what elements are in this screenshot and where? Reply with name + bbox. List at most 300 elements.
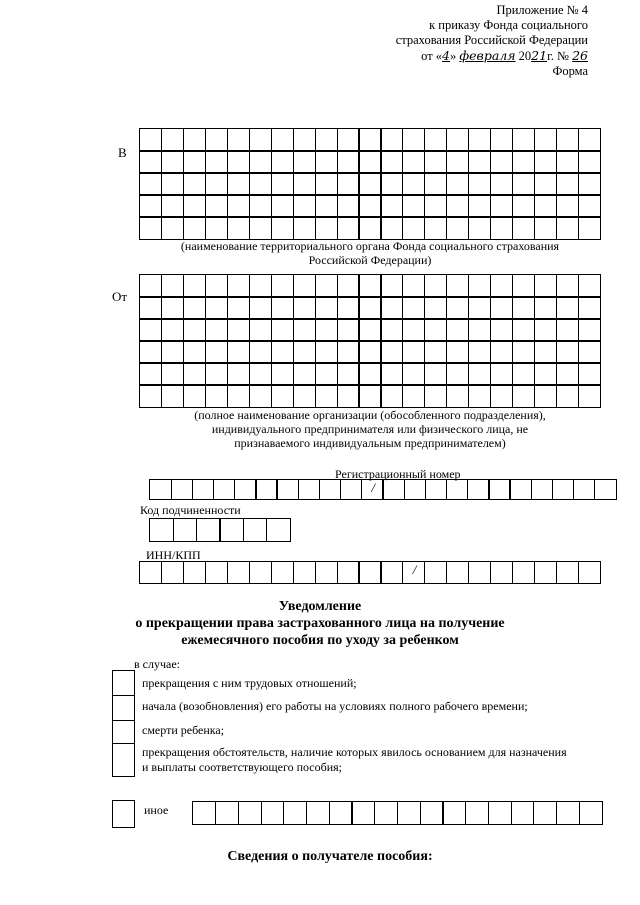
grid-cell[interactable] xyxy=(161,296,184,319)
grid-cell[interactable] xyxy=(271,150,294,173)
grid-cell[interactable] xyxy=(139,194,162,217)
grid-cell[interactable] xyxy=(578,561,601,583)
grid-cell[interactable] xyxy=(446,340,469,363)
grid-cell[interactable] xyxy=(402,128,425,151)
grid-cell[interactable] xyxy=(315,194,338,217)
grid-cell[interactable] xyxy=(579,801,603,824)
grid-cell[interactable] xyxy=(183,274,206,297)
grid-cell[interactable] xyxy=(261,801,285,824)
grid-cell[interactable] xyxy=(227,561,250,583)
grid-cell[interactable] xyxy=(424,362,447,385)
grid-cell[interactable] xyxy=(249,318,272,341)
grid-cell[interactable] xyxy=(402,150,425,173)
grid-cell[interactable] xyxy=(139,362,162,385)
grid-cell[interactable] xyxy=(402,384,425,407)
grid-cell[interactable] xyxy=(249,150,272,173)
grid-cell[interactable] xyxy=(578,384,601,407)
grid-cell[interactable] xyxy=(361,479,383,499)
grid-cell[interactable] xyxy=(512,274,535,297)
grid-cell[interactable] xyxy=(249,384,272,407)
grid-cell[interactable] xyxy=(374,801,398,824)
grid-cell[interactable] xyxy=(468,216,491,239)
grid-cell[interactable] xyxy=(173,518,198,541)
grid-cell[interactable] xyxy=(556,216,579,239)
grid-cell[interactable] xyxy=(293,150,316,173)
grid-cell[interactable] xyxy=(402,318,425,341)
grid-cell[interactable] xyxy=(446,216,469,239)
reason-3-checkbox[interactable] xyxy=(112,720,135,744)
grid-cell[interactable] xyxy=(468,194,491,217)
grid-cell[interactable] xyxy=(468,362,491,385)
grid-cell[interactable] xyxy=(249,362,272,385)
grid-cell[interactable] xyxy=(446,128,469,151)
grid-cell[interactable] xyxy=(293,274,316,297)
grid-cell[interactable] xyxy=(380,384,403,407)
grid-cell[interactable] xyxy=(293,362,316,385)
grid-cell[interactable] xyxy=(402,362,425,385)
grid-cell[interactable] xyxy=(196,518,221,541)
grid-cell[interactable] xyxy=(271,172,294,195)
grid-cell[interactable] xyxy=(358,362,381,385)
grid-cell[interactable] xyxy=(276,479,298,499)
grid-cell[interactable] xyxy=(139,384,162,407)
grid-cell[interactable] xyxy=(358,150,381,173)
grid-cell[interactable] xyxy=(249,128,272,151)
grid-cell[interactable] xyxy=(337,318,360,341)
grid-cell[interactable] xyxy=(161,128,184,151)
grid-cell[interactable] xyxy=(556,150,579,173)
grid-cell[interactable] xyxy=(337,340,360,363)
grid-cell[interactable] xyxy=(255,479,277,499)
grid-cell[interactable] xyxy=(380,216,403,239)
grid-cell[interactable] xyxy=(424,194,447,217)
grid-cell[interactable] xyxy=(139,561,162,583)
grid-cell[interactable] xyxy=(578,194,601,217)
grid-cell[interactable] xyxy=(315,296,338,319)
grid-cell[interactable] xyxy=(490,150,513,173)
grid-cell[interactable] xyxy=(249,274,272,297)
grid-cell[interactable] xyxy=(171,479,193,499)
grid-cell[interactable] xyxy=(183,561,206,583)
grid-cell[interactable] xyxy=(424,340,447,363)
grid-cell[interactable] xyxy=(139,274,162,297)
grid-cell[interactable] xyxy=(534,340,557,363)
grid-cell[interactable] xyxy=(402,296,425,319)
grid-cell[interactable] xyxy=(534,216,557,239)
grid-cell[interactable] xyxy=(402,216,425,239)
grid-cell[interactable] xyxy=(227,384,250,407)
from-grid[interactable] xyxy=(140,275,600,407)
grid-cell[interactable] xyxy=(490,384,513,407)
grid-cell[interactable] xyxy=(337,384,360,407)
grid-cell[interactable] xyxy=(337,172,360,195)
grid-cell[interactable] xyxy=(446,362,469,385)
grid-cell[interactable] xyxy=(512,150,535,173)
grid-cell[interactable] xyxy=(139,318,162,341)
grid-cell[interactable] xyxy=(271,384,294,407)
grid-cell[interactable] xyxy=(397,801,421,824)
grid-cell[interactable] xyxy=(315,561,338,583)
grid-cell[interactable] xyxy=(192,479,214,499)
grid-cell[interactable] xyxy=(161,216,184,239)
subordination-grid[interactable] xyxy=(150,519,290,541)
grid-cell[interactable] xyxy=(512,340,535,363)
grid-cell[interactable] xyxy=(271,274,294,297)
grid-cell[interactable] xyxy=(424,150,447,173)
grid-cell[interactable] xyxy=(351,801,375,824)
grid-cell[interactable] xyxy=(161,274,184,297)
grid-cell[interactable] xyxy=(139,128,162,151)
grid-cell[interactable] xyxy=(512,296,535,319)
grid-cell[interactable] xyxy=(531,479,553,499)
grid-cell[interactable] xyxy=(424,216,447,239)
grid-cell[interactable] xyxy=(402,274,425,297)
grid-cell[interactable] xyxy=(337,362,360,385)
grid-cell[interactable] xyxy=(161,172,184,195)
grid-cell[interactable] xyxy=(358,296,381,319)
grid-cell[interactable] xyxy=(468,274,491,297)
grid-cell[interactable] xyxy=(315,318,338,341)
grid-cell[interactable] xyxy=(205,172,228,195)
grid-cell[interactable] xyxy=(215,801,239,824)
grid-cell[interactable] xyxy=(534,561,557,583)
grid-cell[interactable] xyxy=(183,296,206,319)
grid-cell[interactable] xyxy=(402,172,425,195)
grid-cell[interactable] xyxy=(512,172,535,195)
grid-cell[interactable] xyxy=(380,318,403,341)
grid-cell[interactable] xyxy=(534,296,557,319)
grid-cell[interactable] xyxy=(380,150,403,173)
grid-cell[interactable] xyxy=(227,296,250,319)
grid-cell[interactable] xyxy=(424,274,447,297)
reason-2-checkbox[interactable] xyxy=(112,695,135,721)
grid-cell[interactable] xyxy=(238,801,262,824)
grid-cell[interactable] xyxy=(446,384,469,407)
grid-cell[interactable] xyxy=(578,128,601,151)
grid-cell[interactable] xyxy=(205,194,228,217)
grid-cell[interactable] xyxy=(468,384,491,407)
inn-kpp-grid[interactable] xyxy=(140,562,600,583)
grid-cell[interactable] xyxy=(358,216,381,239)
grid-cell[interactable] xyxy=(227,128,250,151)
grid-cell[interactable] xyxy=(358,318,381,341)
grid-cell[interactable] xyxy=(293,216,316,239)
grid-cell[interactable] xyxy=(192,801,216,824)
grid-cell[interactable] xyxy=(249,561,272,583)
grid-cell[interactable] xyxy=(511,801,535,824)
grid-cell[interactable] xyxy=(380,340,403,363)
grid-cell[interactable] xyxy=(183,172,206,195)
grid-cell[interactable] xyxy=(340,479,362,499)
grid-cell[interactable] xyxy=(249,194,272,217)
grid-cell[interactable] xyxy=(512,362,535,385)
grid-cell[interactable] xyxy=(578,296,601,319)
grid-cell[interactable] xyxy=(578,172,601,195)
grid-cell[interactable] xyxy=(293,194,316,217)
grid-cell[interactable] xyxy=(315,384,338,407)
grid-cell[interactable] xyxy=(424,172,447,195)
grid-cell[interactable] xyxy=(227,340,250,363)
grid-cell[interactable] xyxy=(315,150,338,173)
grid-cell[interactable] xyxy=(556,384,579,407)
grid-cell[interactable] xyxy=(465,801,489,824)
grid-cell[interactable] xyxy=(578,216,601,239)
grid-cell[interactable] xyxy=(337,274,360,297)
grid-cell[interactable] xyxy=(205,384,228,407)
grid-cell[interactable] xyxy=(183,150,206,173)
grid-cell[interactable] xyxy=(424,561,447,583)
grid-cell[interactable] xyxy=(205,128,228,151)
grid-cell[interactable] xyxy=(315,274,338,297)
grid-cell[interactable] xyxy=(271,128,294,151)
grid-cell[interactable] xyxy=(161,340,184,363)
grid-cell[interactable] xyxy=(534,172,557,195)
grid-cell[interactable] xyxy=(468,561,491,583)
grid-cell[interactable] xyxy=(424,128,447,151)
grid-cell[interactable] xyxy=(358,172,381,195)
grid-cell[interactable] xyxy=(358,384,381,407)
grid-cell[interactable] xyxy=(490,172,513,195)
grid-cell[interactable] xyxy=(534,318,557,341)
grid-cell[interactable] xyxy=(534,194,557,217)
grid-cell[interactable] xyxy=(424,296,447,319)
grid-cell[interactable] xyxy=(556,801,580,824)
grid-cell[interactable] xyxy=(573,479,595,499)
grid-cell[interactable] xyxy=(380,172,403,195)
grid-cell[interactable] xyxy=(446,561,469,583)
grid-cell[interactable] xyxy=(213,479,235,499)
grid-cell[interactable] xyxy=(534,362,557,385)
other-reason-grid[interactable] xyxy=(193,802,602,824)
grid-cell[interactable] xyxy=(556,561,579,583)
grid-cell[interactable] xyxy=(534,274,557,297)
grid-cell[interactable] xyxy=(380,274,403,297)
grid-cell[interactable] xyxy=(490,362,513,385)
grid-cell[interactable] xyxy=(271,194,294,217)
grid-cell[interactable] xyxy=(402,340,425,363)
grid-cell[interactable] xyxy=(512,561,535,583)
grid-cell[interactable] xyxy=(293,128,316,151)
grid-cell[interactable] xyxy=(512,194,535,217)
grid-cell[interactable] xyxy=(358,194,381,217)
grid-cell[interactable] xyxy=(183,194,206,217)
grid-cell[interactable] xyxy=(205,561,228,583)
grid-cell[interactable] xyxy=(183,340,206,363)
grid-cell[interactable] xyxy=(446,172,469,195)
grid-cell[interactable] xyxy=(249,172,272,195)
grid-cell[interactable] xyxy=(219,518,244,541)
grid-cell[interactable] xyxy=(404,479,426,499)
grid-cell[interactable] xyxy=(249,216,272,239)
grid-cell[interactable] xyxy=(382,479,404,499)
grid-cell[interactable] xyxy=(358,128,381,151)
grid-cell[interactable] xyxy=(380,561,403,583)
grid-cell[interactable] xyxy=(594,479,616,499)
grid-cell[interactable] xyxy=(315,340,338,363)
grid-cell[interactable] xyxy=(227,216,250,239)
grid-cell[interactable] xyxy=(490,128,513,151)
grid-cell[interactable] xyxy=(446,479,468,499)
grid-cell[interactable] xyxy=(249,296,272,319)
grid-cell[interactable] xyxy=(161,561,184,583)
grid-cell[interactable] xyxy=(283,801,307,824)
grid-cell[interactable] xyxy=(293,340,316,363)
grid-cell[interactable] xyxy=(442,801,466,824)
grid-cell[interactable] xyxy=(468,340,491,363)
grid-cell[interactable] xyxy=(556,194,579,217)
grid-cell[interactable] xyxy=(556,318,579,341)
grid-cell[interactable] xyxy=(161,150,184,173)
grid-cell[interactable] xyxy=(205,274,228,297)
grid-cell[interactable] xyxy=(578,150,601,173)
grid-cell[interactable] xyxy=(149,518,174,541)
grid-cell[interactable] xyxy=(488,801,512,824)
grid-cell[interactable] xyxy=(337,561,360,583)
grid-cell[interactable] xyxy=(446,274,469,297)
grid-cell[interactable] xyxy=(578,340,601,363)
grid-cell[interactable] xyxy=(402,194,425,217)
grid-cell[interactable] xyxy=(293,296,316,319)
grid-cell[interactable] xyxy=(234,479,256,499)
grid-cell[interactable] xyxy=(556,128,579,151)
reason-1-checkbox[interactable] xyxy=(112,670,135,696)
grid-cell[interactable] xyxy=(205,296,228,319)
grid-cell[interactable] xyxy=(578,362,601,385)
grid-cell[interactable] xyxy=(271,216,294,239)
grid-cell[interactable] xyxy=(556,296,579,319)
grid-cell[interactable] xyxy=(205,362,228,385)
grid-cell[interactable] xyxy=(556,172,579,195)
grid-cell[interactable] xyxy=(556,340,579,363)
grid-cell[interactable] xyxy=(315,216,338,239)
grid-cell[interactable] xyxy=(512,384,535,407)
grid-cell[interactable] xyxy=(183,362,206,385)
grid-cell[interactable] xyxy=(183,216,206,239)
grid-cell[interactable] xyxy=(205,216,228,239)
grid-cell[interactable] xyxy=(380,128,403,151)
grid-cell[interactable] xyxy=(490,340,513,363)
grid-cell[interactable] xyxy=(446,150,469,173)
grid-cell[interactable] xyxy=(227,172,250,195)
grid-cell[interactable] xyxy=(183,128,206,151)
grid-cell[interactable] xyxy=(161,318,184,341)
reg-number-grid[interactable] xyxy=(150,480,616,499)
grid-cell[interactable] xyxy=(490,216,513,239)
grid-cell[interactable] xyxy=(578,274,601,297)
grid-cell[interactable] xyxy=(337,150,360,173)
grid-cell[interactable] xyxy=(512,318,535,341)
grid-cell[interactable] xyxy=(533,801,557,824)
grid-cell[interactable] xyxy=(468,172,491,195)
grid-cell[interactable] xyxy=(467,479,489,499)
grid-cell[interactable] xyxy=(380,362,403,385)
grid-cell[interactable] xyxy=(446,318,469,341)
grid-cell[interactable] xyxy=(227,194,250,217)
grid-cell[interactable] xyxy=(139,172,162,195)
grid-cell[interactable] xyxy=(556,274,579,297)
grid-cell[interactable] xyxy=(139,216,162,239)
grid-cell[interactable] xyxy=(315,128,338,151)
grid-cell[interactable] xyxy=(161,194,184,217)
grid-cell[interactable] xyxy=(205,150,228,173)
grid-cell[interactable] xyxy=(468,296,491,319)
grid-cell[interactable] xyxy=(337,216,360,239)
grid-cell[interactable] xyxy=(266,518,291,541)
grid-cell[interactable] xyxy=(161,384,184,407)
grid-cell[interactable] xyxy=(358,340,381,363)
to-grid[interactable] xyxy=(140,129,600,239)
grid-cell[interactable] xyxy=(271,362,294,385)
grid-cell[interactable] xyxy=(227,362,250,385)
grid-cell[interactable] xyxy=(337,296,360,319)
grid-cell[interactable] xyxy=(446,296,469,319)
grid-cell[interactable] xyxy=(227,318,250,341)
grid-cell[interactable] xyxy=(425,479,447,499)
grid-cell[interactable] xyxy=(490,561,513,583)
grid-cell[interactable] xyxy=(183,384,206,407)
grid-cell[interactable] xyxy=(446,194,469,217)
grid-cell[interactable] xyxy=(149,479,171,499)
grid-cell[interactable] xyxy=(319,479,341,499)
grid-cell[interactable] xyxy=(293,384,316,407)
grid-cell[interactable] xyxy=(358,274,381,297)
grid-cell[interactable] xyxy=(512,216,535,239)
grid-cell[interactable] xyxy=(139,340,162,363)
grid-cell[interactable] xyxy=(271,296,294,319)
grid-cell[interactable] xyxy=(227,274,250,297)
grid-cell[interactable] xyxy=(293,172,316,195)
reason-4-checkbox[interactable] xyxy=(112,743,135,777)
grid-cell[interactable] xyxy=(183,318,206,341)
grid-cell[interactable] xyxy=(161,362,184,385)
grid-cell[interactable] xyxy=(358,561,381,583)
grid-cell[interactable] xyxy=(534,128,557,151)
grid-cell[interactable] xyxy=(490,296,513,319)
grid-cell[interactable] xyxy=(293,561,316,583)
grid-cell[interactable] xyxy=(490,318,513,341)
grid-cell[interactable] xyxy=(490,274,513,297)
other-reason-checkbox[interactable] xyxy=(112,800,135,828)
grid-cell[interactable] xyxy=(512,128,535,151)
grid-cell[interactable] xyxy=(205,318,228,341)
grid-cell[interactable] xyxy=(306,801,330,824)
grid-cell[interactable] xyxy=(488,479,510,499)
grid-cell[interactable] xyxy=(243,518,268,541)
grid-cell[interactable] xyxy=(271,318,294,341)
grid-cell[interactable] xyxy=(380,296,403,319)
grid-cell[interactable] xyxy=(552,479,574,499)
grid-cell[interactable] xyxy=(468,318,491,341)
grid-cell[interactable] xyxy=(337,194,360,217)
grid-cell[interactable] xyxy=(271,340,294,363)
grid-cell[interactable] xyxy=(139,150,162,173)
grid-cell[interactable] xyxy=(315,362,338,385)
grid-cell[interactable] xyxy=(424,384,447,407)
grid-cell[interactable] xyxy=(509,479,531,499)
grid-cell[interactable] xyxy=(468,150,491,173)
grid-cell[interactable] xyxy=(556,362,579,385)
grid-cell[interactable] xyxy=(205,340,228,363)
grid-cell[interactable] xyxy=(329,801,353,824)
grid-cell[interactable] xyxy=(293,318,316,341)
grid-cell[interactable] xyxy=(227,150,250,173)
grid-cell[interactable] xyxy=(380,194,403,217)
grid-cell[interactable] xyxy=(490,194,513,217)
grid-cell[interactable] xyxy=(424,318,447,341)
grid-cell[interactable] xyxy=(468,128,491,151)
grid-cell[interactable] xyxy=(420,801,444,824)
grid-cell[interactable] xyxy=(534,384,557,407)
